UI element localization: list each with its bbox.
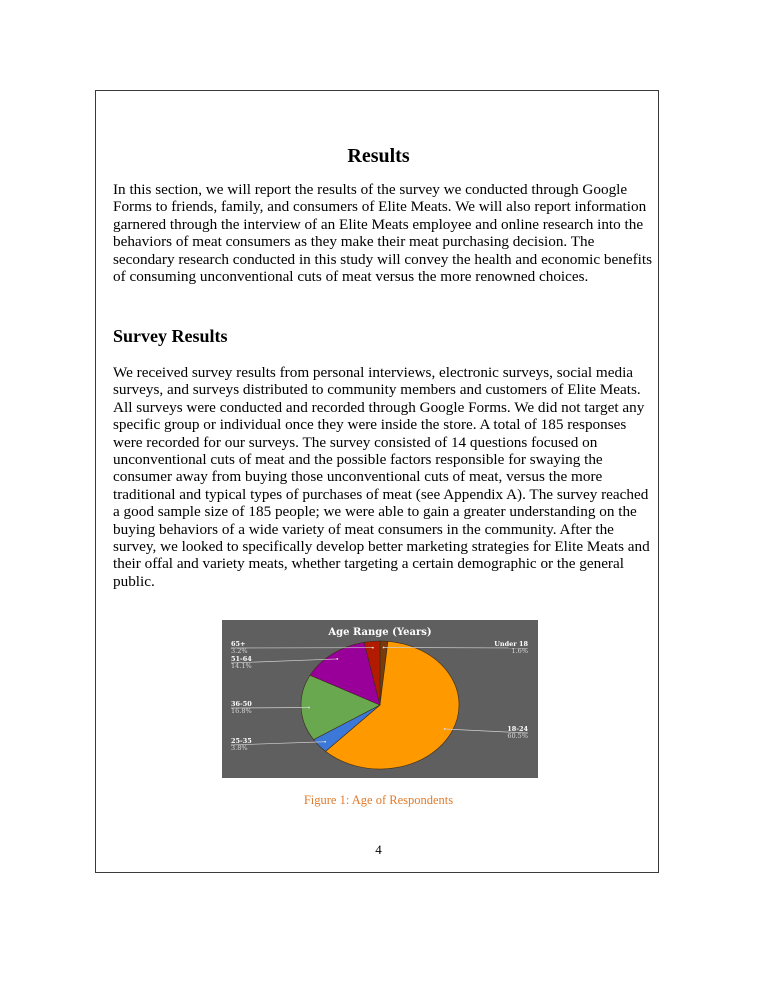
figure-caption: Figure 1: Age of Respondents <box>303 793 454 807</box>
page-number: 4 <box>375 842 382 857</box>
label-18-24-pct: 60.5% <box>507 732 528 740</box>
leader-dot <box>372 647 374 649</box>
label-65plus-pct: 3.2% <box>231 647 248 655</box>
chart-title: Age Range (Years) <box>328 627 432 638</box>
label-18-24-name: 18-24 <box>507 725 528 733</box>
pie-slices <box>301 641 459 769</box>
label-25-35-name: 25-35 <box>231 737 252 745</box>
label-51-64-pct: 14.1% <box>231 662 252 670</box>
label-under-18-pct: 1.6% <box>511 647 528 655</box>
leader-dot <box>336 658 338 660</box>
section-heading: Survey Results <box>113 326 228 346</box>
age-range-pie-chart <box>222 620 538 778</box>
leader-dot <box>444 728 446 730</box>
label-65plus-name: 65+ <box>231 640 246 648</box>
label-25-35-pct: 3.8% <box>231 744 248 752</box>
intro-paragraph: In this section, we will report the results of the survey we conducted through Google Forms to friends, family, and consumers of Elite Meats. We will also report information garnered through the interview of an Elite Meats employee and online research into the behaviors of meat consumers as they make their meat purchasing decision. The secondary research conducted in this study will convey the health and economic benefits of consuming unconventional cuts of meat versus the more renowned choices. <box>113 181 652 286</box>
leader-dot <box>324 741 326 743</box>
label-36-50-name: 36-50 <box>231 700 252 708</box>
label-under-18-name: Under 18 <box>494 640 528 648</box>
leader-dot <box>383 647 385 649</box>
label-36-50-pct: 16.8% <box>231 707 252 715</box>
label-51-64-name: 51-64 <box>231 655 252 663</box>
pie-chart-svg <box>222 620 538 778</box>
leader-dot <box>308 707 310 709</box>
survey-paragraph: We received survey results from personal interviews, electronic surveys, social media surveys, and surveys distributed to community members and customers of Elite Meats. All surveys were conducted and recorded through Google Forms. We did not target any specific group or individual once they were inside the store. A total of 185 responses were recorded for our surveys. The survey consisted of 14 questions focused on unconventional cuts of meat and the possible factors responsible for swaying the consumer away from buying those unconventional cuts of meat, versus the more traditional and typical types of purchases of meat (see Appendix A). The survey reached a good sample size of 185 people; we were able to gain a greater understanding on the buying behaviors of a wide variety of meat consumers in the community. After the survey, we looked to specifically develop better marketing strategies for Elite Meats and their offal and variety meats, whether targeting a certain demographic or the general public. <box>113 364 650 590</box>
page-title: Results <box>347 145 410 167</box>
